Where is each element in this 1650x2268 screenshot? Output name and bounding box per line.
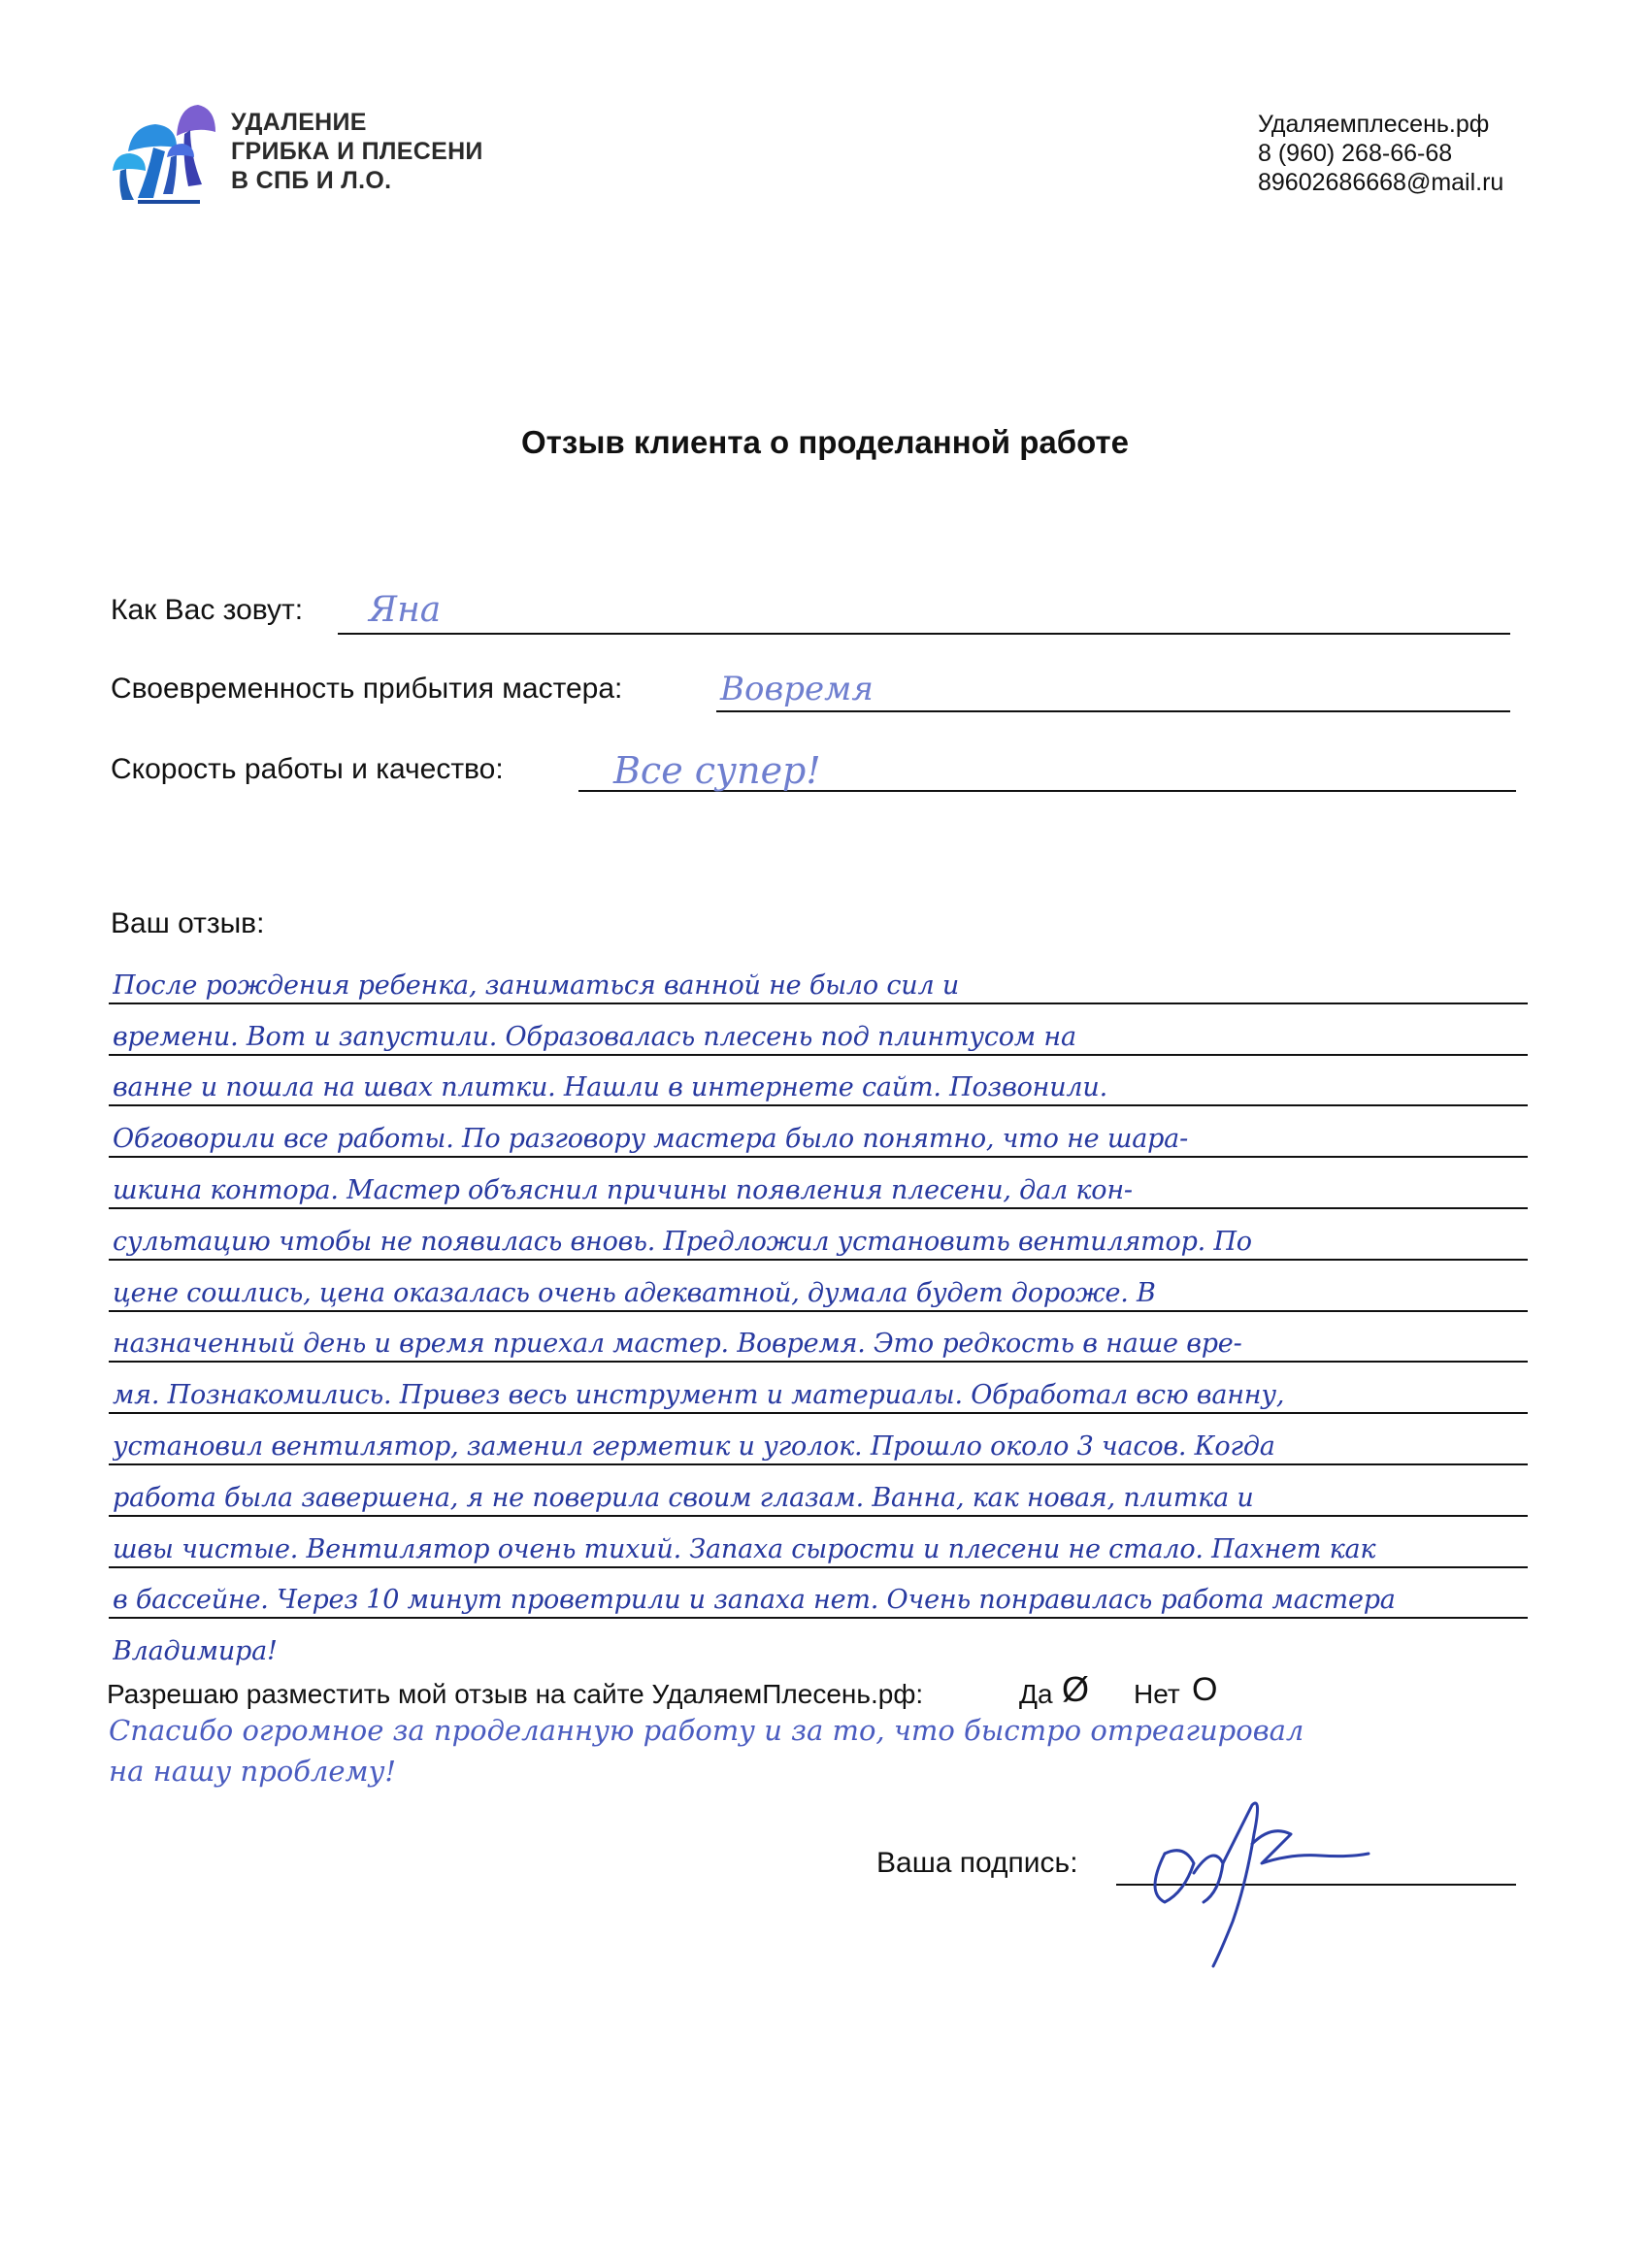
arrival-label: Своевременность прибытия мастера: [111,673,623,705]
review-line-text: ванне и пошла на швах плитки. Нашли в интернете сайт. Позвонили. [113,1072,1107,1103]
name-field-line [338,633,1510,635]
review-line [109,1368,1528,1420]
review-line-text: в бассейне. Через 10 минут проветрили и запаха нет. Очень понравилась работа мастера [113,1585,1396,1616]
thanks-line: на нашу проблему! [109,1755,397,1788]
quality-label: Скорость работы и качество: [111,753,504,785]
review-line [109,1318,1528,1369]
name-value: Яна [369,590,442,630]
no-checkbox[interactable]: O [1192,1671,1218,1708]
review-line-text: После рождения ребенка, заниматься ванной не было сил и [113,970,960,1001]
brand-name [231,108,483,195]
review-line-text: установил вентилятор, заменил герметик и уголок. Прошло около 3 часов. Когда [113,1430,1275,1462]
review-line-text: назначенный день и время приехал мастер. Вовремя. Это редкость в наше вре- [113,1329,1242,1360]
arrival-value: Вовремя [720,670,874,708]
review-line-text: времени. Вот и запустили. Образовалась плесень под плинтусом на [113,1021,1076,1052]
contact-phone: 8 (960) 268-66-68 [1258,140,1453,167]
review-line-text: швы чистые. Вентилятор очень тихий. Запаха сырости и плесени не стало. Пахнет как [113,1533,1376,1564]
review-line-text: цене сошлись, цена оказалась очень адекватной, думала будет дороже. В [113,1277,1156,1308]
contact-email: 89602686668@mail.ru [1258,169,1504,196]
review-line [109,1266,1528,1318]
contact-site: Удаляемплесень.рф [1258,111,1490,138]
name-label: Как Вас зовут: [111,594,304,626]
review-line [109,1625,1528,1676]
review-line [109,1215,1528,1266]
review-line-text: мя. Познакомились. Привез весь инструмент и материалы. Обработал всю ванну, [113,1380,1285,1411]
review-line-text: Обговорили все работы. По разговору мастера было понятно, что не шара- [113,1124,1189,1155]
contact-block [1258,110,1503,197]
review-line-text: Владимира! [113,1636,278,1667]
mushrooms-logo-icon [109,97,217,206]
thanks-line: Спасибо огромное за проделанную работу и за то, что быстро отреагировал [109,1714,1304,1747]
review-line-text: работа была завершена, я не поверила своим глазам. Ванна, как новая, плитка и [113,1482,1254,1513]
review-line [109,1062,1528,1113]
quality-value: Все супер! [613,749,821,792]
review-line [109,959,1528,1010]
review-line-text: шкина контора. Мастер объяснил причины появления плесени, дал кон- [113,1174,1133,1205]
review-text [109,959,1528,1676]
review-line [109,1010,1528,1062]
review-line [109,1471,1528,1523]
review-line [109,1112,1528,1164]
signature-label: Ваша подпись: [876,1847,1078,1879]
review-line [109,1164,1528,1215]
brand-line: УДАЛЕНИЕ [231,109,367,136]
review-label: Ваш отзыв: [111,907,265,939]
review-line [109,1420,1528,1471]
yes-checkbox[interactable]: Ø [1062,1669,1090,1709]
review-line-text: сультацию чтобы не появилась вновь. Предложил установить вентилятор. По [113,1226,1252,1257]
review-line [109,1574,1528,1626]
review-line [109,1523,1528,1574]
thanks-note [109,1710,1584,1791]
brand-line: В СПБ И Л.О. [231,167,392,194]
permission-text: Разрешаю разместить мой отзыв на сайте УдаляемПлесень.рф: [107,1679,924,1709]
handwritten-signature [1126,1786,1417,1970]
brand-line: ГРИБКА И ПЛЕСЕНИ [231,138,483,165]
page-title: Отзыв клиента о проделанной работе [521,424,1129,460]
yes-label: Да [1019,1679,1053,1709]
no-label: Нет [1134,1679,1180,1709]
arrival-field-line [716,710,1510,712]
